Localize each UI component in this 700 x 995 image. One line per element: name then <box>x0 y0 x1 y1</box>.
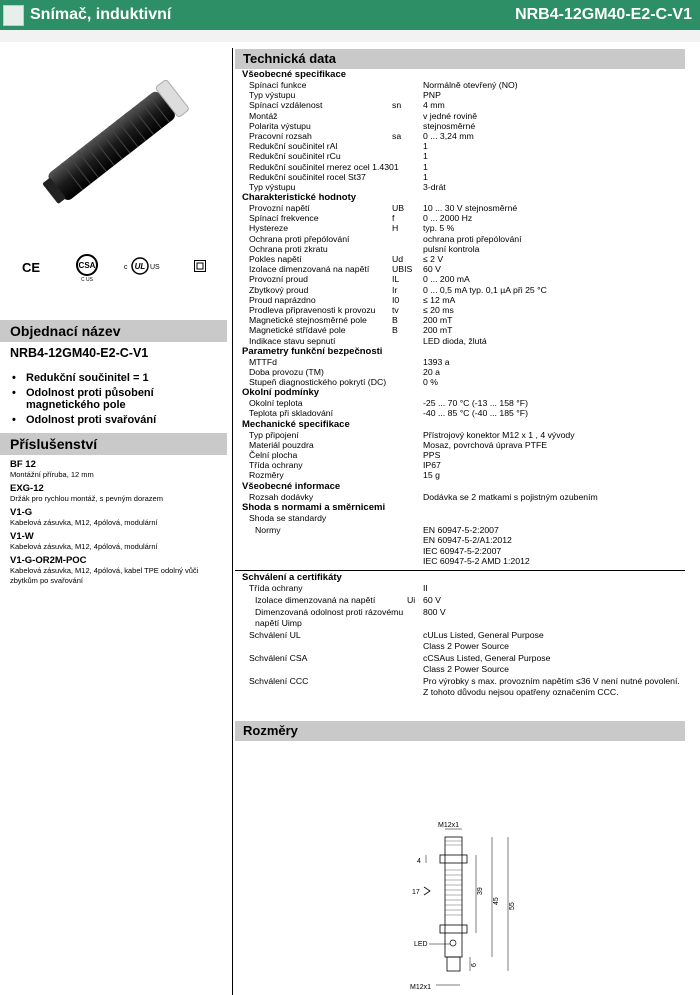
dim-label-led: LED <box>414 941 428 948</box>
spec-group-title: Všeobecné informace <box>242 480 341 492</box>
spec-value: typ. 5 % <box>423 223 455 234</box>
header-shadow <box>0 30 700 42</box>
certifications-row <box>0 252 227 292</box>
spec-row <box>235 398 685 408</box>
spec-value: PPS <box>423 450 441 460</box>
spec-value: pulsní kontrola <box>423 243 480 254</box>
spec-label: Izolace dimenzovaná na napětí <box>249 264 370 275</box>
feature-item: • Odolnost proti svařování <box>10 414 220 426</box>
spec-label: Materiál pouzdra <box>249 439 314 450</box>
nut-top <box>440 855 467 863</box>
connector-outline <box>447 957 460 971</box>
spec-value: 0 ... 0,5 mA typ. 0,1 µA při 25 °C <box>423 284 547 295</box>
norms-list <box>423 525 530 567</box>
spec-label: Doba provozu (TM) <box>249 366 324 377</box>
spec-row <box>235 151 685 161</box>
approval-row <box>235 630 685 653</box>
accessory-item <box>10 555 225 586</box>
order-name-heading-bar <box>0 320 227 342</box>
accessory-name: EXG-12 <box>10 483 44 494</box>
culus-mark-icon <box>122 255 166 277</box>
wrench-icon <box>424 887 430 895</box>
spec-symbol: tv <box>392 304 399 315</box>
spec-symbol: B <box>392 315 398 326</box>
dim-label-39: 39 <box>477 887 484 895</box>
spec-label: Provozní napětí <box>249 203 310 214</box>
accessory-item <box>10 531 225 552</box>
spec-row <box>235 264 685 274</box>
spec-row <box>235 80 685 90</box>
spec-row <box>235 357 685 367</box>
norms-title: Shoda s normami a směrnicemi <box>242 501 386 513</box>
model-number: NRB4-12GM40-E2-C-V1 <box>515 6 692 23</box>
spec-row <box>235 492 685 502</box>
spec-value: -40 ... 85 °C (-40 ... 185 °F) <box>423 408 528 419</box>
norms-label: Normy <box>255 524 281 535</box>
spec-value: 0 ... 2000 Hz <box>423 213 473 224</box>
culus-mark-c: c <box>124 264 128 271</box>
spec-label: Magnetické stejnosměrné pole <box>249 315 367 326</box>
spec-group-title: Parametry funkční bezpečnosti <box>242 345 383 357</box>
accessory-desc: Kabelová zásuvka, M12, 4pólová, kabel TPE odolný vůči zbytkům po svařování <box>10 566 199 585</box>
spec-label: Teplota při skladování <box>249 408 334 419</box>
spec-label: Pracovní rozsah <box>249 130 312 141</box>
spec-label: Čelní plocha <box>249 450 298 460</box>
spec-symbol: sn <box>392 100 402 111</box>
spec-row <box>235 470 685 480</box>
feature-list <box>10 372 220 429</box>
spec-row <box>235 305 685 315</box>
spec-value: 1393 a <box>423 356 450 367</box>
spec-label: Provozní proud <box>249 274 308 285</box>
norms-sub-row <box>235 513 685 525</box>
approval-label: Schválení CCC <box>249 675 309 686</box>
spec-symbol: sa <box>392 130 402 141</box>
spec-label: Proud naprázdno <box>249 294 316 305</box>
dim-label-6: 6 <box>471 963 478 967</box>
order-name: NRB4-12GM40-E2-C-V1 <box>10 346 149 360</box>
spec-row <box>235 440 685 450</box>
accessory-desc: Kabelová zásuvka, M12, 4pólová, modulární <box>10 518 158 527</box>
norm-item: EN 60947-5-2/A1:2012 <box>423 535 512 546</box>
spec-row <box>235 315 685 325</box>
spec-row <box>235 295 685 305</box>
spec-value: Dodávka se 2 matkami s pojistným ozubením <box>423 491 598 502</box>
feature-item: • Odolnost proti působení magnetického pole <box>10 387 220 411</box>
spec-label: Spínací frekvence <box>249 213 319 224</box>
dim-label-45: 45 <box>493 897 500 905</box>
sensor-photo <box>0 42 227 242</box>
spec-row <box>235 408 685 418</box>
accessory-desc: Držák pro rychlou montáž, s pevným dorazem <box>10 494 163 503</box>
spec-row <box>235 213 685 223</box>
approval-label: Třída ochrany <box>249 582 303 593</box>
spec-value: 0 ... 200 mA <box>423 274 470 285</box>
dimensions-heading: Rozměry <box>243 723 298 738</box>
spec-label: Třída ochrany <box>249 460 303 471</box>
spec-value: ≤ 20 ms <box>423 304 454 315</box>
spec-symbol: UBIS <box>392 264 413 275</box>
spec-label: Rozměry <box>249 470 284 481</box>
accessory-item <box>10 483 225 504</box>
spec-value: v jedné rovině <box>423 110 478 121</box>
spec-symbol: IL <box>392 274 400 285</box>
culus-mark-text: UL <box>134 262 146 271</box>
spec-label: Typ výstupu <box>249 90 296 101</box>
accessory-item <box>10 459 225 480</box>
spec-group-title: Všeobecné specifikace <box>242 69 347 80</box>
spec-row <box>235 450 685 460</box>
spec-label: Ochrana proti zkratu <box>249 243 328 254</box>
accessory-name: V1-W <box>10 531 34 542</box>
spec-row <box>235 234 685 244</box>
approval-value: cULus Listed, General Purpose Class 2 Power Source <box>423 629 544 651</box>
spec-group-title: Okolní podmínky <box>242 387 320 399</box>
spec-row <box>235 131 685 141</box>
spec-label: Prodleva připravenosti k provozu <box>249 304 376 315</box>
divider <box>235 570 685 571</box>
ce-mark-icon: CE <box>22 260 41 275</box>
spec-row <box>235 141 685 151</box>
approval-row <box>235 653 685 676</box>
tech-data-heading-bar <box>235 49 685 69</box>
tech-data-table <box>235 69 685 699</box>
spec-row <box>235 162 685 172</box>
spec-label: MTTFd <box>249 356 277 367</box>
accessory-item <box>10 507 225 528</box>
spec-symbol: B <box>392 325 398 336</box>
spec-label: Redukční součinitel rCu <box>249 151 341 162</box>
spec-value: 0 ... 3,24 mm <box>423 130 474 141</box>
spec-symbol: UB <box>392 203 405 214</box>
approval-value: 800 V <box>423 606 446 617</box>
accessory-desc: Kabelová zásuvka, M12, 4pólová, modulární <box>10 542 158 551</box>
spec-label: Polarita výstupu <box>249 120 311 131</box>
approvals-title: Schválení a certifikáty <box>242 571 342 583</box>
spec-row <box>235 90 685 100</box>
spec-label: Redukční součinitel rAl <box>249 141 338 152</box>
protection-class-icon <box>194 260 206 272</box>
header-bar <box>0 0 700 30</box>
spec-label: Stupeň diagnostického pokrytí (DC) <box>249 377 387 388</box>
spec-value: 3-drát <box>423 181 446 192</box>
spec-value: 60 V <box>423 264 441 275</box>
spec-row <box>235 377 685 387</box>
spec-label: Zbytkový proud <box>249 284 309 295</box>
csa-mark-subtext: C US <box>81 277 93 282</box>
accessories-heading: Příslušenství <box>10 436 98 452</box>
spec-label: Typ připojení <box>249 429 299 440</box>
accessories-list <box>10 459 225 589</box>
spec-row <box>235 182 685 192</box>
spec-value: 1 <box>423 151 428 162</box>
page-title: Snímač, induktivní <box>30 6 172 23</box>
order-name-heading: Objednací název <box>10 323 121 339</box>
spec-value: -25 ... 70 °C (-13 ... 158 °F) <box>423 398 528 409</box>
spec-value: 15 g <box>423 470 440 481</box>
spec-value: Přístrojový konektor M12 x 1 , 4 vývody <box>423 429 575 440</box>
spec-row <box>235 285 685 295</box>
spec-label: Ochrana proti přepólování <box>249 233 350 244</box>
spec-symbol: Ir <box>392 284 398 295</box>
spec-row <box>235 223 685 233</box>
brand-logo-icon <box>3 5 24 26</box>
dimensions-heading-bar <box>235 721 685 741</box>
spec-value: IP67 <box>423 460 441 471</box>
accessory-desc: Montážní příruba, 12 mm <box>10 470 94 479</box>
spec-label: Montáž <box>249 110 278 121</box>
approval-row <box>235 583 685 595</box>
spec-label: Spínací vzdálenost <box>249 100 323 111</box>
approval-label: Schválení UL <box>249 629 301 640</box>
approval-row <box>235 595 685 607</box>
spec-value: Normálně otevřený (NO) <box>423 80 518 90</box>
spec-label: Pokles napětí <box>249 254 302 264</box>
spec-symbol: f <box>392 213 395 224</box>
approval-symbol: Ui <box>407 594 416 605</box>
spec-value: Mosaz, povrchová úprava PTFE <box>423 439 548 450</box>
spec-label: Typ výstupu <box>249 181 296 192</box>
approval-row <box>235 676 685 699</box>
dim-label-m12-top: M12x1 <box>438 822 460 829</box>
spec-label: Redukční součinitel rocel St37 <box>249 171 366 182</box>
spec-value: 10 ... 30 V stejnosměrné <box>423 203 518 214</box>
spec-row <box>235 325 685 335</box>
approval-value: II <box>423 582 428 593</box>
spec-value: 4 mm <box>423 100 445 111</box>
approval-row <box>235 607 685 630</box>
column-divider <box>232 48 233 995</box>
spec-symbol: I0 <box>392 294 400 305</box>
approval-label: Schválení CSA <box>249 652 308 663</box>
approval-value: 60 V <box>423 594 441 605</box>
spec-row <box>235 172 685 182</box>
norms-block <box>235 525 685 569</box>
spec-row <box>235 274 685 284</box>
approval-label: Dimenzovaná odolnost proti rázovému napětí Uimp <box>255 606 404 628</box>
nut-bottom <box>440 925 467 933</box>
spec-row <box>235 460 685 470</box>
spec-value: PNP <box>423 90 441 101</box>
spec-row <box>235 121 685 131</box>
spec-value: 0 % <box>423 377 438 388</box>
led-indicator <box>450 940 456 946</box>
spec-label: Spínací funkce <box>249 80 307 90</box>
spec-value: ochrana proti přepólování <box>423 233 522 244</box>
csa-mark-text: CSA <box>78 261 96 270</box>
spec-row <box>235 244 685 254</box>
spec-row <box>235 203 685 213</box>
dim-label-55: 55 <box>509 902 516 910</box>
approval-value: cCSAus Listed, General Purpose Class 2 Power Source <box>423 652 551 674</box>
spec-row <box>235 367 685 377</box>
accessories-heading-bar <box>0 433 227 455</box>
spec-symbol: H <box>392 223 399 234</box>
dim-label-17: 17 <box>412 889 420 896</box>
spec-value: 200 mT <box>423 325 453 336</box>
accessory-name: BF 12 <box>10 459 36 470</box>
spec-value: 1 <box>423 141 428 152</box>
spec-label: Redukční součinitel rnerez ocel 1.4301 <box>249 161 399 172</box>
spec-row <box>235 111 685 121</box>
spec-value: ≤ 12 mA <box>423 294 456 305</box>
dimension-drawing <box>400 815 530 995</box>
feature-item: • Redukční součinitel = 1 <box>10 372 220 384</box>
norm-item: EN 60947-5-2:2007 <box>423 524 499 535</box>
spec-label: Rozsah dodávky <box>249 491 314 502</box>
spec-label: Hystereze <box>249 223 289 234</box>
norm-item: IEC 60947-5-2:2007 <box>423 545 502 556</box>
spec-row <box>235 100 685 110</box>
spec-label: Magnetické střídavé pole <box>249 325 346 336</box>
dim-label-4: 4 <box>417 858 421 865</box>
spec-value: 20 a <box>423 366 440 377</box>
spec-value: stejnosměrné <box>423 120 476 131</box>
spec-label: Okolní teplota <box>249 398 303 409</box>
norms-subtitle: Shoda se standardy <box>249 512 327 523</box>
spec-row <box>235 254 685 264</box>
approval-value: Pro výrobky s max. provozním napětím ≤36 V není nutné povolení. Z tohoto důvodu nejsou opatřeny označením CCC. <box>423 675 680 697</box>
spec-value: 1 <box>423 161 428 172</box>
spec-group-title: Mechanické specifikace <box>242 418 350 430</box>
spec-group-title: Charakteristické hodnoty <box>242 192 357 204</box>
spec-value: LED dioda, žlutá <box>423 335 487 346</box>
spec-symbol: Ud <box>392 254 404 264</box>
spec-value: 200 mT <box>423 315 453 326</box>
dim-label-m12-bottom: M12x1 <box>410 984 432 991</box>
accessory-name: V1-G <box>10 507 33 518</box>
spec-row <box>235 336 685 346</box>
spec-value: ≤ 2 V <box>423 254 444 264</box>
spec-row <box>235 430 685 440</box>
accessory-name: V1-G-OR2M-POC <box>10 555 87 566</box>
approval-label: Izolace dimenzovaná na napětí <box>255 594 376 605</box>
tech-data-heading: Technická data <box>243 51 336 66</box>
norm-item: IEC 60947-5-2 AMD 1:2012 <box>423 556 530 567</box>
culus-mark-us: US <box>150 264 160 271</box>
csa-mark-icon <box>72 252 102 282</box>
spec-value: 1 <box>423 171 428 182</box>
spec-label: Indikace stavu sepnutí <box>249 335 336 346</box>
